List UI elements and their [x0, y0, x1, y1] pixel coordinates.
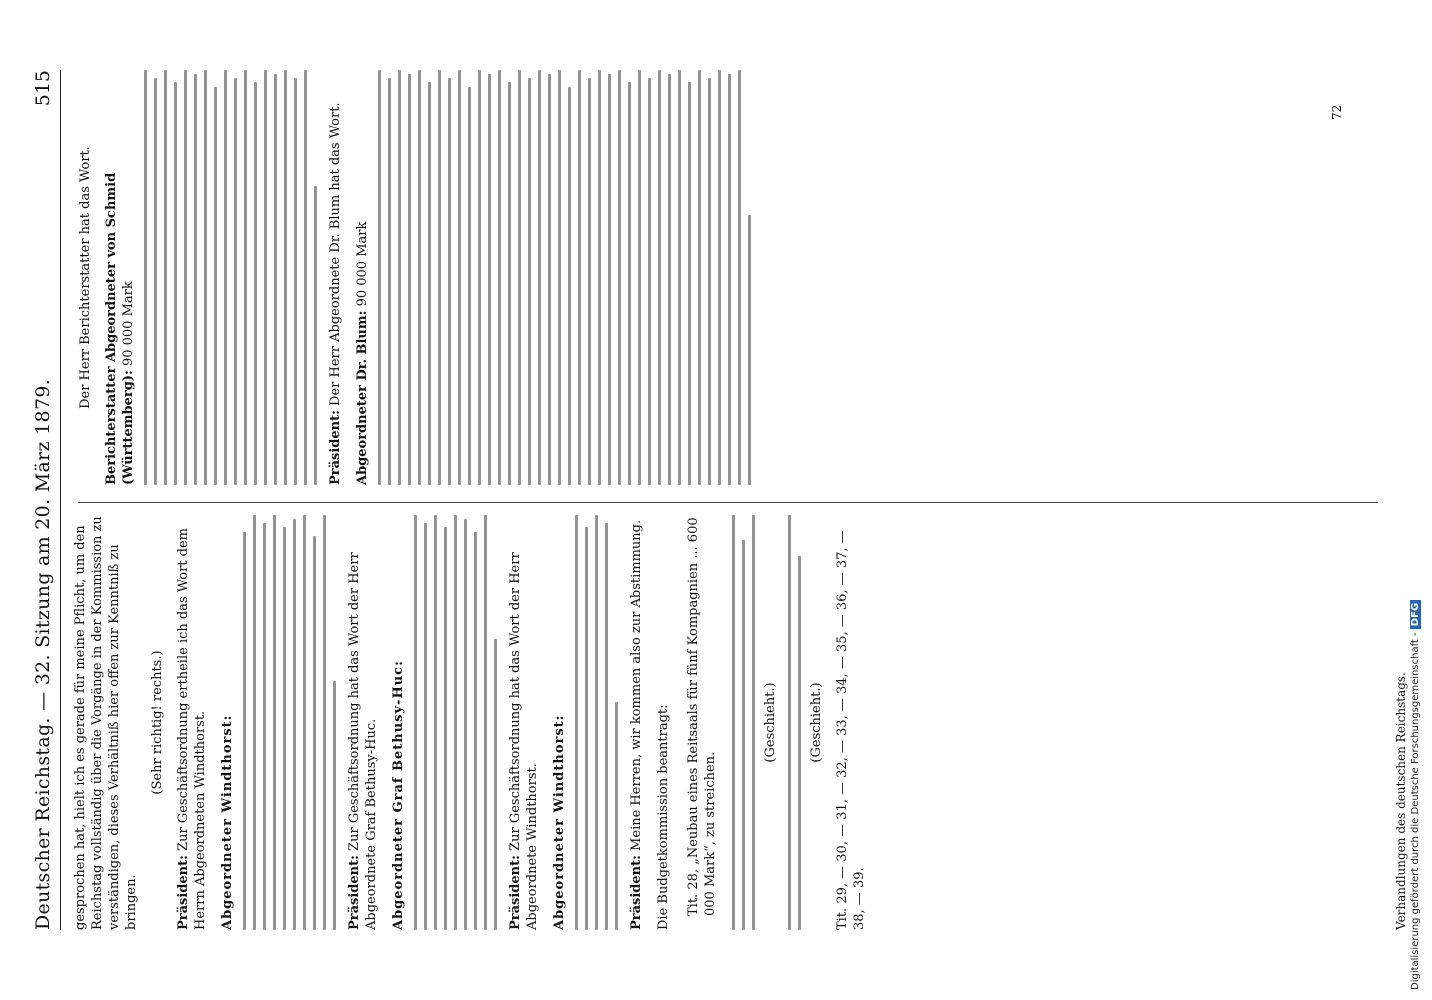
motion-intro: Die Budgetkommission beantragt:: [656, 704, 671, 930]
scanned-text-lines: [732, 515, 755, 930]
page-number: 515: [32, 70, 54, 107]
titles-line: Tit. 29, — 30, — 31, — 32, — 33, — 34, — 35, — 36, — 37, — 38, — 39.: [835, 530, 867, 930]
scanned-text-lines: [378, 70, 751, 485]
speech-bethusy-huc: [390, 515, 497, 930]
speaker-label: Präsident:: [629, 855, 644, 930]
page-footer: Verhandlungen des deutschen Reichstags.: [1394, 672, 1408, 930]
right-column: [72, 70, 1402, 485]
digitization-credit: [1410, 600, 1421, 990]
signature-mark: 72: [1330, 104, 1344, 120]
speaker-label: Abgeordneter Graf Bethusy-Huc:: [391, 660, 406, 930]
amount: 90 000 Mark: [121, 281, 136, 367]
speaker-label: Abgeordneter Dr. Blum:: [355, 310, 370, 485]
scanned-text-lines: [788, 515, 801, 930]
speech-text: Der Herr Abgeordnete Dr. Blum hat das Wort.: [328, 102, 343, 406]
opening-paragraph: gesprochen hat, hielt ich es gerade für meine Pflicht, um den Reichstag vollständig über die Vorgänge in der Kommission zu verständigen, dieses Verhältniß hier offen zur Kenntniß zu bringen.: [73, 516, 139, 930]
speech-text: Zur Geschäftsordnung ertheile ich das Wort dem Herrn Abgeordneten Windthorst.: [176, 528, 208, 930]
president-remark: [327, 70, 344, 485]
speaker-label: Berichterstatter Abgeordneter von Schmid (Württemberg):: [104, 172, 136, 485]
speech-text: Zur Geschäftsordnung hat das Wort der Herr Abgeordnete Graf Bethusy-Huc.: [347, 552, 379, 930]
speaker-label: Präsident:: [508, 855, 523, 930]
running-head: [30, 70, 56, 930]
column-divider: [78, 502, 1378, 503]
speech-windthorst: [219, 515, 336, 930]
speaker-label: Abgeordneter Windthorst:: [552, 714, 567, 930]
interjection: (Geschieht.): [809, 682, 824, 763]
speaker-label: Präsident:: [347, 855, 362, 930]
motion-item: Tit. 28, „Neubau eines Reitsaals für fünf Kompagnien ... 600 000 Mark“, zu streichen.: [686, 517, 718, 916]
speech-windthorst-2: [551, 515, 618, 930]
left-column: [72, 515, 1402, 930]
scanned-text-lines: [243, 515, 336, 930]
president-remark: [346, 515, 380, 930]
speaker-label: Präsident:: [176, 855, 191, 930]
speaker-label: Präsident:: [328, 410, 343, 485]
credit-text: Digitalisierung gefördert durch die Deutsche Forschungsgemeinschaft -: [1410, 629, 1421, 990]
running-head-title: Deutscher Reichstag. — 32. Sitzung am 20. März 1879.: [32, 378, 54, 930]
scanned-text-lines: [414, 515, 497, 930]
speech-blum: [354, 70, 751, 485]
speech-reporter: [103, 70, 317, 485]
amount: 90 000 Mark: [355, 221, 370, 307]
president-remark: [175, 515, 209, 930]
speech-text: Meine Herren, wir kommen also zur Abstimmung.: [629, 519, 644, 851]
president-remark: [628, 515, 645, 930]
interjection: (Sehr richtig! rechts.): [150, 650, 165, 795]
header-rule: [60, 70, 61, 930]
speech-text: Zur Geschäftsordnung hat das Wort der Herr Abgeordnete Windthorst.: [508, 552, 540, 930]
scanned-text-lines: [144, 70, 317, 485]
speaker-label: Abgeordneter Windthorst:: [220, 714, 235, 930]
president-remark: [507, 515, 541, 930]
dfg-badge: DFG: [1410, 600, 1421, 629]
scanned-text-lines: [575, 515, 618, 930]
interjection: (Geschieht.): [763, 682, 778, 763]
section-intro: Der Herr Berichterstatter hat das Wort.: [78, 146, 93, 409]
